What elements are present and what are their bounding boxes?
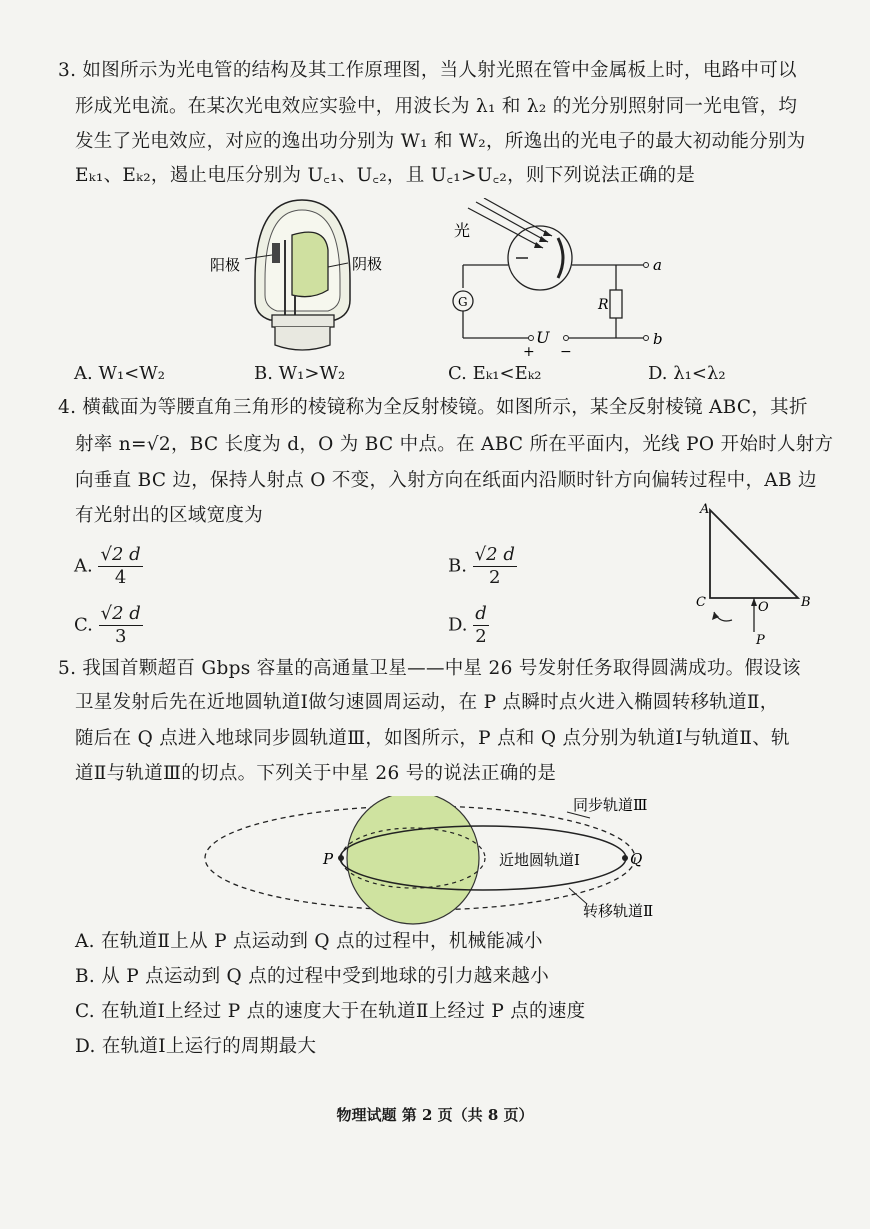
q4-option-c — [74, 603, 143, 648]
anode-rod — [272, 243, 280, 263]
q4-option-c-num: √2 d — [100, 603, 141, 624]
voltage-label: U — [536, 328, 550, 347]
vertex-c-label: C — [696, 595, 706, 610]
cathode-label: 阴极 — [352, 255, 383, 273]
phototube-structure-figure — [200, 195, 410, 360]
cathode-plate — [292, 232, 328, 297]
point-p — [338, 855, 344, 861]
q5-option-c: C. 在轨道Ⅰ上经过 P 点的速度大于在轨道Ⅱ上经过 P 点的速度 — [75, 1001, 586, 1022]
galvanometer-label: G — [458, 295, 468, 309]
q4-option-d-num: d — [475, 603, 487, 624]
q4-line-3: 向垂直 BC 边，保持人射点 O 不变，入射方向在纸面内沿顺时针方向偏转过程中，AB 边 — [75, 470, 817, 491]
resistor-symbol — [610, 290, 622, 318]
q5-option-d: D. 在轨道Ⅰ上运行的周期最大 — [75, 1036, 317, 1057]
vertex-b-label: B — [801, 595, 811, 610]
point-p-label: P — [323, 850, 334, 868]
q3-option-d: D. λ₁<λ₂ — [648, 363, 726, 384]
terminal-b-label: b — [653, 330, 663, 348]
q4-option-b-fraction — [473, 544, 517, 589]
q4-option-d-den: 2 — [475, 626, 487, 647]
orbit-2-label: 转移轨道Ⅱ — [583, 902, 654, 920]
point-q-label: Q — [630, 850, 643, 868]
q4-option-d — [448, 603, 489, 648]
orbit-1-label: 近地圆轨道Ⅰ — [499, 851, 580, 869]
earth — [347, 796, 479, 924]
anode-label: 阳极 — [210, 256, 241, 274]
prism-figure — [692, 498, 822, 648]
point-q — [622, 855, 628, 861]
light-label: 光 — [454, 221, 471, 240]
q3-line-4: Eₖ₁、Eₖ₂，遏止电压分别为 U꜀₁、U꜀₂，且 U꜀₁>U꜀₂，则下列说法正确的是 — [75, 165, 696, 186]
q4-option-c-den: 3 — [114, 626, 127, 647]
phototube-circuit-figure — [448, 198, 678, 358]
plus-label: + — [523, 344, 535, 358]
q5-option-a: A. 在轨道Ⅱ上从 P 点运动到 Q 点的过程中，机械能减小 — [75, 931, 543, 952]
minus-label: − — [560, 344, 572, 358]
point-p-label: P — [756, 633, 765, 648]
q5-option-b: B. 从 P 点运动到 Q 点的过程中受到地球的引力越来越小 — [75, 966, 549, 987]
q3-line-3: 发生了光电效应，对应的逸出功分别为 W₁ 和 W₂，所逸出的光电子的最大初动能分别为 — [75, 131, 806, 152]
prism-triangle — [710, 510, 798, 598]
q3-option-b: B. W₁>W₂ — [254, 363, 346, 384]
q4-line-1: 4. 横截面为等腰直角三角形的棱镜称为全反射棱镜。如图所示，某全反射棱镜 ABC，其折 — [58, 397, 808, 418]
q4-option-b — [448, 544, 517, 589]
q4-option-a-fraction — [98, 544, 142, 589]
q4-line-2: 射率 n=√2，BC 长度为 d，O 为 BC 中点。在 ABC 所在平面内，光线 PO 开始时人射方 — [75, 434, 834, 455]
q4-option-a-num: √2 d — [100, 544, 141, 565]
q4-option-c-fraction — [99, 603, 143, 648]
q3-option-a: A. W₁<W₂ — [74, 363, 165, 384]
q4-option-b-label: B. — [448, 555, 467, 577]
q5-line-3: 随后在 Q 点进入地球同步圆轨道Ⅲ，如图所示，P 点和 Q 点分别为轨道Ⅰ与轨道Ⅱ、轨 — [75, 728, 790, 749]
point-o-label: O — [758, 600, 769, 615]
page-footer: 物理试题 第 2 页（共 8 页） — [336, 1106, 534, 1124]
orbit-figure — [195, 796, 675, 926]
q4-option-a-den: 4 — [114, 567, 127, 588]
q5-line-4: 道Ⅱ与轨道Ⅲ的切点。下列关于中星 26 号的说法正确的是 — [75, 763, 557, 784]
q5-line-2: 卫星发射后先在近地圆轨道Ⅰ做匀速圆周运动，在 P 点瞬时点火进入椭圆转移轨道Ⅱ， — [75, 692, 779, 713]
q4-line-4: 有光射出的区域宽度为 — [75, 505, 264, 526]
q5-line-1: 5. 我国首颗超百 Gbps 容量的高通量卫星——中星 26 号发射任务取得圆满成功。假设该 — [58, 658, 801, 679]
vertex-a-label: A — [700, 502, 710, 517]
q4-option-d-fraction — [473, 603, 489, 648]
q4-option-a — [74, 544, 143, 589]
q3-line-1: 3. 如图所示为光电管的结构及其工作原理图，当人射光照在管中金属板上时，电路中可以 — [58, 60, 797, 81]
q3-option-c: C. Eₖ₁<Eₖ₂ — [448, 363, 542, 384]
q4-option-a-label: A. — [74, 555, 93, 577]
resistor-label: R — [598, 297, 609, 313]
q4-option-b-den: 2 — [489, 567, 501, 588]
terminal-a-label: a — [653, 256, 662, 274]
orbit-3-label: 同步轨道Ⅲ — [573, 796, 648, 814]
q3-line-2: 形成光电流。在某次光电效应实验中，用波长为 λ₁ 和 λ₂ 的光分别照射同一光电管，均 — [75, 96, 798, 117]
q4-option-d-label: D. — [448, 614, 468, 636]
q4-option-c-label: C. — [74, 614, 93, 636]
q4-option-b-num: √2 d — [474, 544, 515, 565]
